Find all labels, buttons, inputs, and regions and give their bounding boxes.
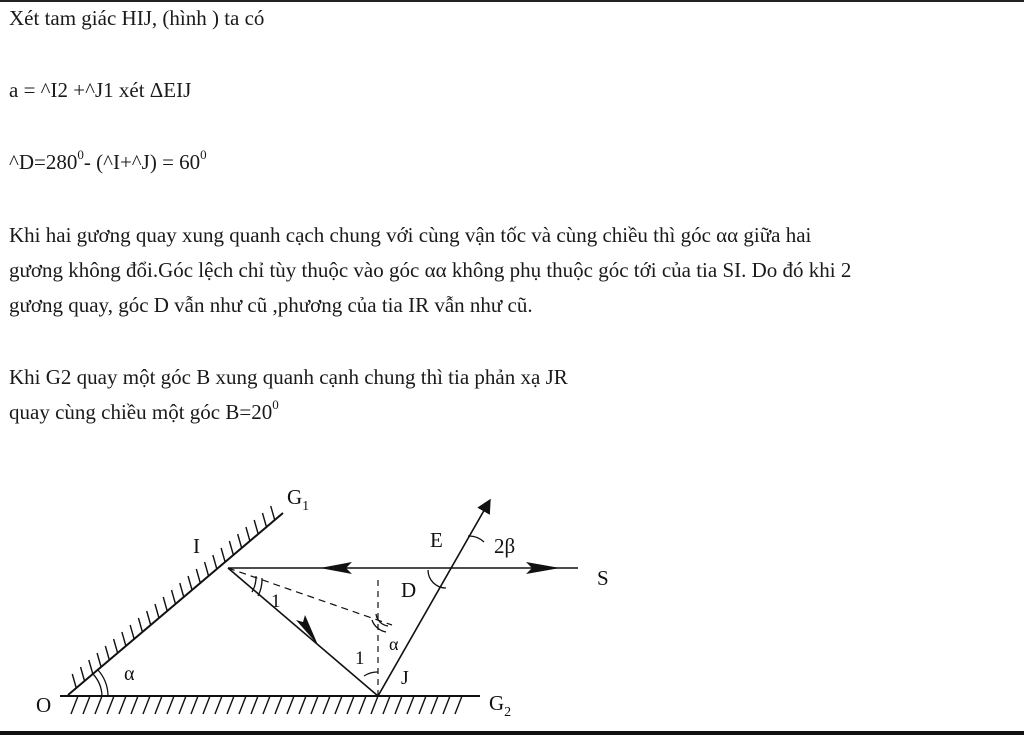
hatch-mark-g2 [335, 696, 342, 714]
hatch-mark-g2 [431, 696, 438, 714]
dashed-normal-i [228, 568, 392, 625]
hatch-mark-g2 [443, 696, 450, 714]
arc-angle-j1 [364, 672, 378, 676]
hatch-mark-g1 [122, 632, 126, 646]
hatch-mark-g1 [114, 639, 118, 653]
label-g2-sub: 2 [504, 705, 512, 720]
arc-angle-i1-outer [258, 578, 262, 596]
hatch-mark-g1 [81, 667, 85, 681]
hatch-mark-g1 [130, 625, 134, 639]
label-g1-letter: G [287, 485, 303, 509]
hatch-mark-g1 [271, 506, 275, 520]
text-line-3-b: - (^I+^J) = 60 [83, 150, 201, 174]
hatch-mark-g2 [311, 696, 318, 714]
paragraph-1-line-3: gương quay, góc D vẫn như cũ ,phương của tia IR vẫn như cũ. [9, 293, 533, 317]
paragraph-1-line-2: gương không đổi.Góc lệch chỉ tùy thuộc vào góc αα không phụ thuộc góc tới của tia SI. Do đó khi 2 [9, 258, 852, 282]
hatch-mark-g2 [407, 696, 414, 714]
hatch-mark-g2 [119, 696, 126, 714]
hatch-mark-g1 [105, 646, 109, 660]
arc-angle-d [428, 570, 446, 588]
mirror-diagram [0, 470, 660, 730]
hatch-mark-g1 [213, 555, 217, 569]
hatch-mark-g1 [89, 660, 93, 674]
hatch-mark-g2 [251, 696, 258, 714]
text-line-3-a: ^D=280 [9, 150, 78, 174]
hatch-mark-g2 [359, 696, 366, 714]
degree-sup-1: 0 [77, 147, 84, 162]
label-i: I [193, 534, 200, 558]
hatch-mark-g2 [287, 696, 294, 714]
label-2beta: 2β [494, 534, 516, 558]
hatch-mark-g1 [254, 520, 258, 534]
hatch-mark-g2 [419, 696, 426, 714]
hatch-mark-g2 [239, 696, 246, 714]
hatch-mark-g2 [299, 696, 306, 714]
hatch-mark-g1 [72, 674, 76, 688]
label-g2-letter: G [489, 691, 505, 715]
hatch-mark-g2 [455, 696, 462, 714]
paragraph-2-line-2 [9, 399, 279, 425]
label-o: O [36, 693, 52, 717]
hatch-mark-g1 [238, 534, 242, 548]
hatch-mark-g1 [221, 548, 225, 562]
arc-alpha-o-inner [93, 674, 102, 696]
label-alpha-mid: α [389, 634, 399, 654]
text-line-3 [9, 149, 207, 175]
hatch-mark-g2 [383, 696, 390, 714]
label-g1-sub: 1 [302, 499, 310, 514]
hatch-mark-g2 [395, 696, 402, 714]
text-line-1: Xét tam giác HIJ, (hình ) ta có [9, 6, 265, 30]
hatch-mark-g2 [71, 696, 78, 714]
hatch-mark-g1 [246, 527, 250, 541]
hatch-mark-g1 [196, 569, 200, 583]
hatch-mark-g2 [155, 696, 162, 714]
degree-sup-2: 0 [200, 147, 207, 162]
hatch-mark-g1 [138, 618, 142, 632]
hatch-mark-g2 [323, 696, 330, 714]
hatch-mark-g1 [205, 562, 209, 576]
hatch-mark-g2 [347, 696, 354, 714]
hatch-mark-g2 [83, 696, 90, 714]
hatch-mark-g2 [167, 696, 174, 714]
hatch-mark-g2 [275, 696, 282, 714]
paragraph-2-line-1: Khi G2 quay một góc B xung quanh cạnh chung thì tia phản xạ JR [9, 365, 568, 389]
hatch-mark-g2 [95, 696, 102, 714]
hatch-mark-g1 [172, 590, 176, 604]
hatch-mark-g1 [97, 653, 101, 667]
top-border [0, 0, 1024, 2]
hatch-mark-g1 [262, 513, 266, 527]
bottom-border [0, 731, 1024, 735]
hatch-mark-g1 [147, 611, 151, 625]
hatch-mark-g1 [188, 576, 192, 590]
hatch-mark-g2 [371, 696, 378, 714]
label-angle-i1: 1 [271, 591, 281, 612]
arrow-ray-ij [296, 615, 318, 645]
label-angle-j1: 1 [355, 648, 365, 669]
hatch-mark-g2 [191, 696, 198, 714]
hatch-mark-g2 [107, 696, 114, 714]
mirror-g2-hatching [71, 696, 462, 714]
label-e: E [430, 528, 443, 552]
hatch-mark-g2 [179, 696, 186, 714]
hatch-mark-g1 [180, 583, 184, 597]
hatch-mark-g2 [203, 696, 210, 714]
text-line-2: a = ^I2 +^J1 xét ΔEIJ [9, 78, 192, 102]
hatch-mark-g2 [227, 696, 234, 714]
label-s: S [597, 566, 609, 590]
label-g1 [287, 485, 309, 514]
hatch-mark-g2 [215, 696, 222, 714]
ray-i-to-j [228, 568, 378, 696]
paragraph-2-line-2-text: quay cùng chiều một góc B=20 [9, 400, 273, 424]
label-j: J [401, 667, 409, 689]
mirror-g1-hatching [72, 506, 274, 688]
arc-2beta [468, 536, 484, 542]
hatch-mark-g2 [263, 696, 270, 714]
hatch-mark-g1 [163, 597, 167, 611]
hatch-mark-g2 [131, 696, 138, 714]
label-g2 [489, 691, 511, 720]
paragraph-1-line-1: Khi hai gương quay xung quanh cạch chung với cùng vận tốc và cùng chiều thì góc αα giữa hai [9, 223, 812, 247]
label-alpha-o: α [124, 663, 135, 685]
degree-sup-3: 0 [272, 397, 279, 412]
hatch-mark-g1 [229, 541, 233, 555]
label-d: D [401, 578, 417, 602]
hatch-mark-g1 [155, 604, 159, 618]
hatch-mark-g2 [143, 696, 150, 714]
